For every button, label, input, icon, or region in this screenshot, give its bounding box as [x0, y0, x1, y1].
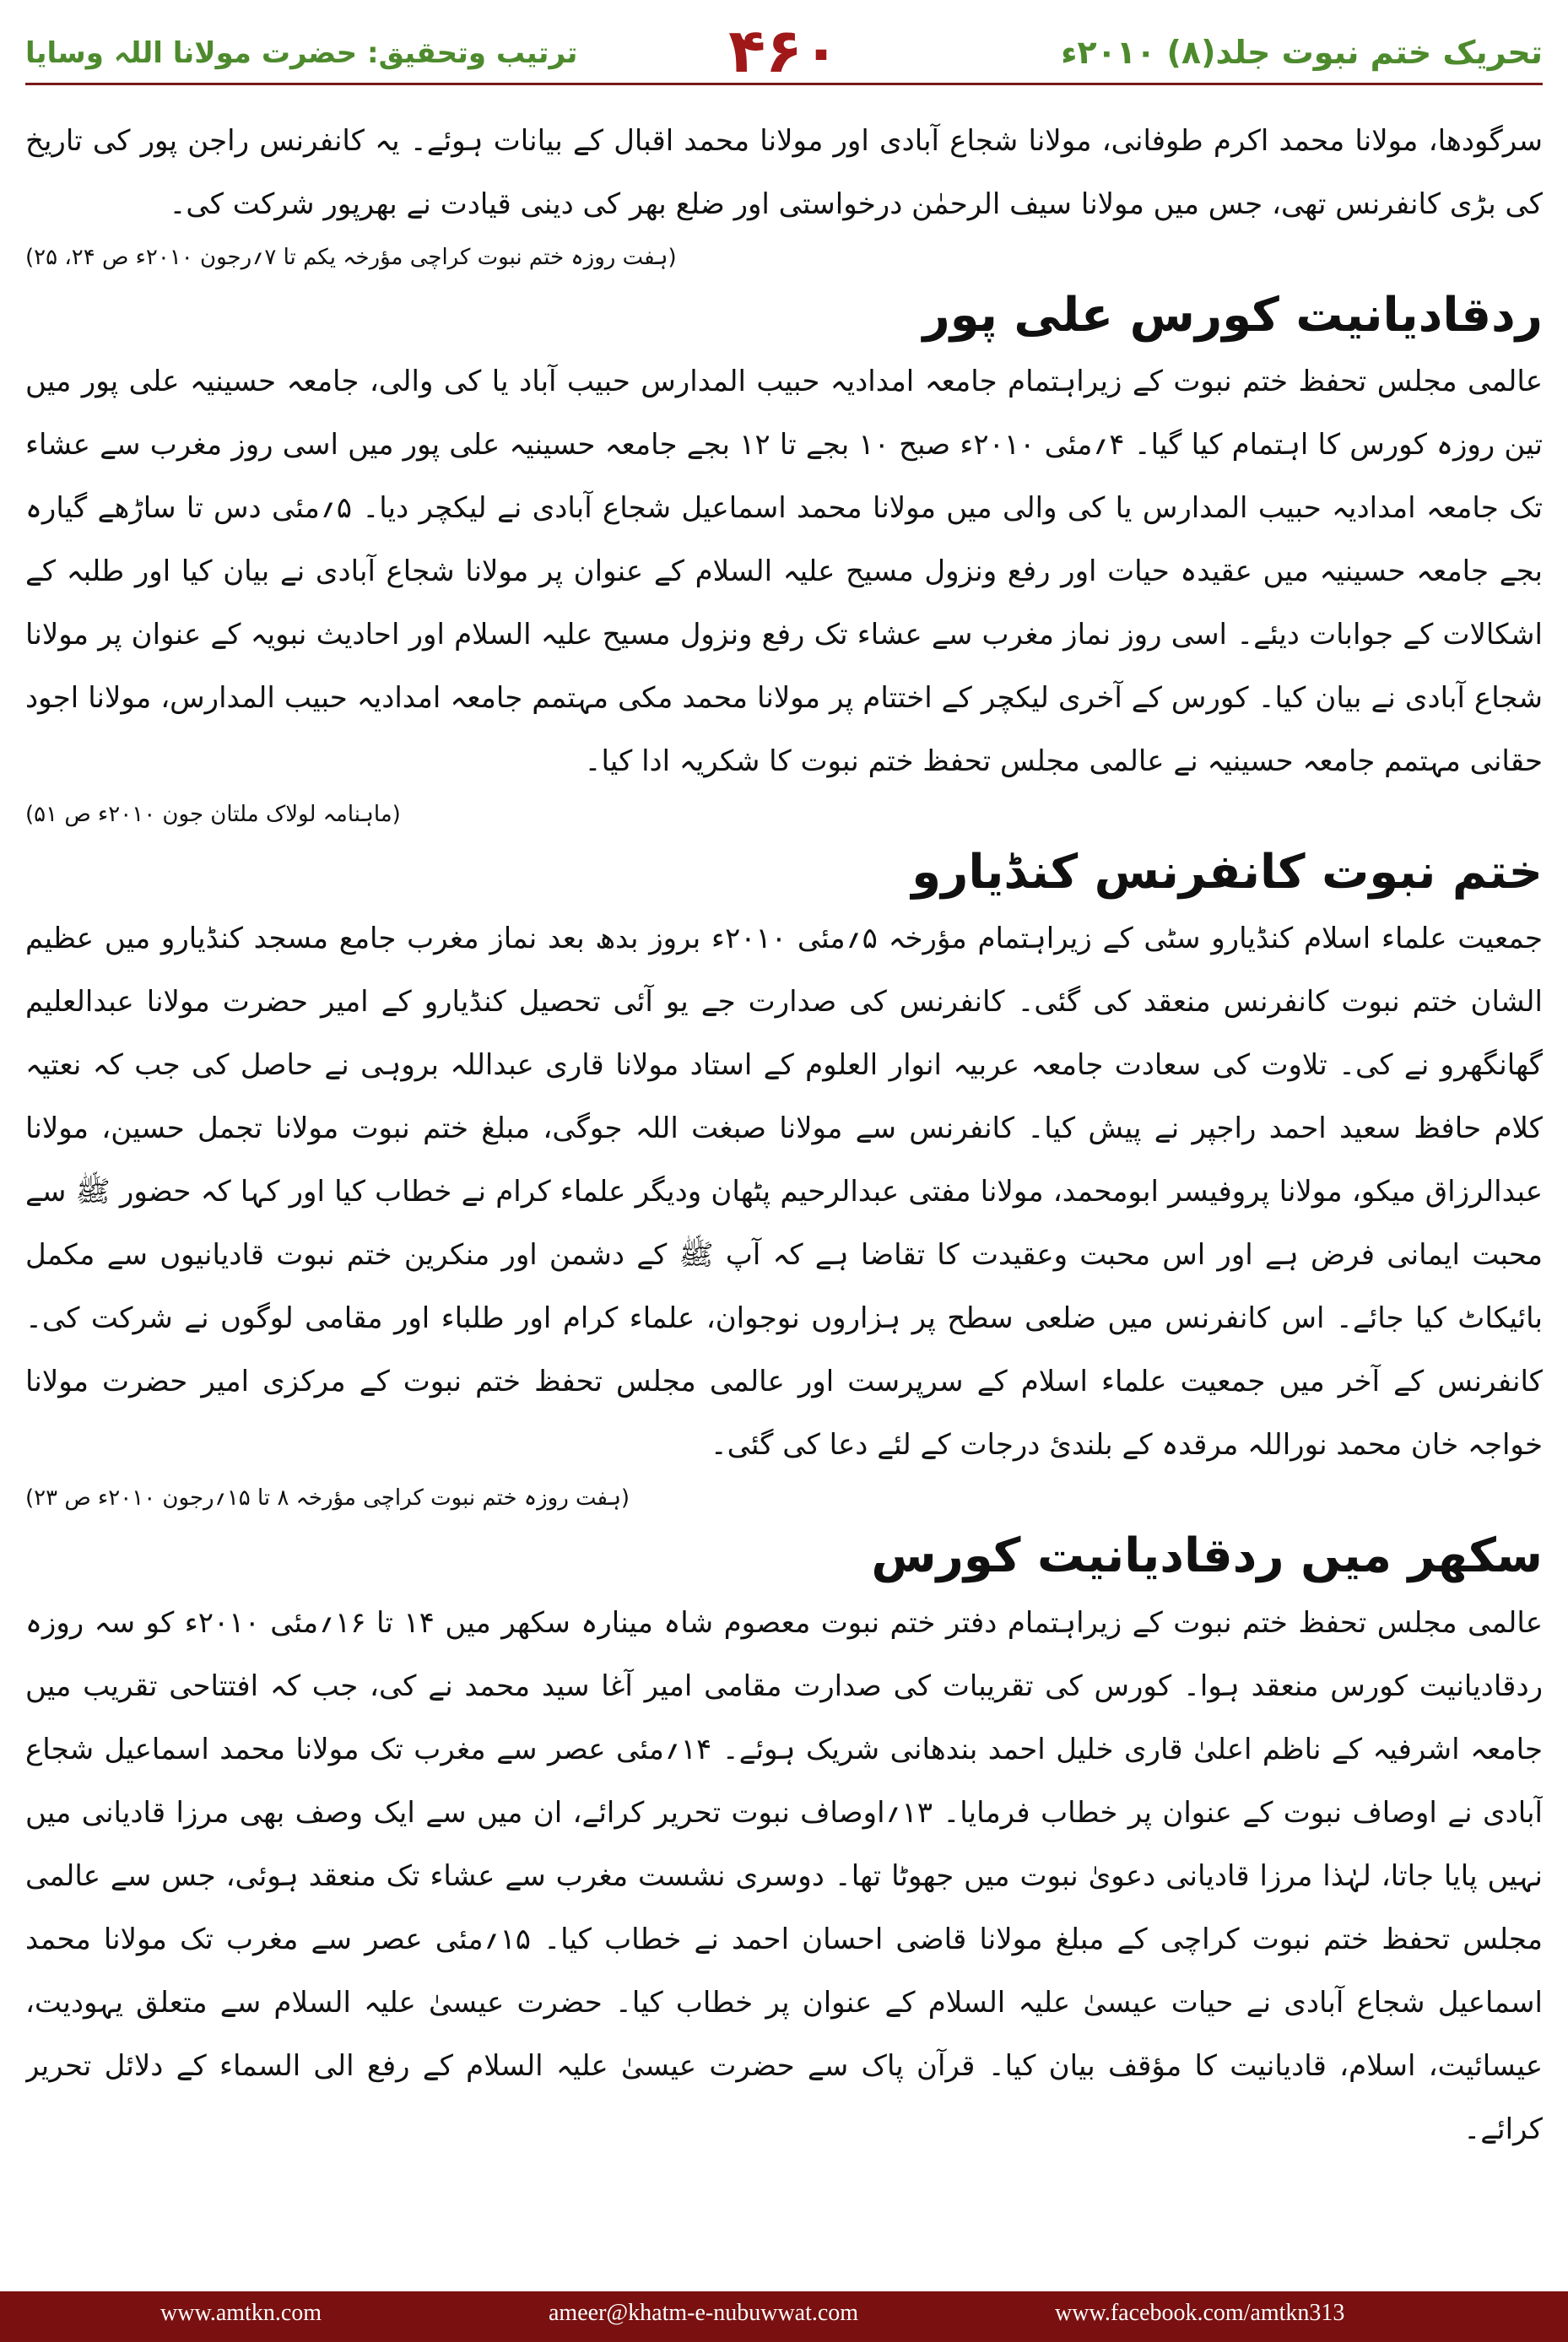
- header-divider: [25, 83, 1543, 85]
- compiler-credit: ترتیب وتحقیق: حضرت مولانا اللہ وسایا: [25, 36, 578, 70]
- article-body: [25, 110, 1543, 2253]
- book-title: تحریک ختم نبوت جلد(۸) ۲۰۱۰ء: [1061, 34, 1543, 71]
- section-heading: ختم نبوت کانفرنس کنڈیارو: [911, 845, 1543, 901]
- footer-facebook-link[interactable]: www.facebook.com/amtkn313: [1055, 2300, 1345, 2326]
- section-paragraph: عالمی مجلس تحفظ ختم نبوت کے زیراہتمام دفتر ختم نبوت معصوم شاہ مینارہ سکھر میں ۱۴ تا ۱۶؍مئی ۲۰۱۰ء کو سہ روزہ ردقادیانیت کورس منعقد ہوا۔ کورس کی تقریبات کی صدارت مقامی امیر آغا سید محمد نے کی، جب کہ افتتاحی تقریب میں جامعہ اشرفیہ کے ناظم اعلیٰ قاری خلیل احمد بندھانی شریک ہوئے۔ ۱۴؍مئی عصر سے مغرب تک مولانا محمد اسماعیل شجاع آبادی نے اوصاف نبوت کے عنوان پر خطاب فرمایا۔ ۱۳؍اوصاف نبوت تحریر کرائے، ان میں سے ایک وصف بھی مرزا قادیانی میں نہیں پایا جاتا، لہٰذا مرزا قادیانی دعویٰ نبوت میں جھوٹا تھا۔ دوسری نشست مغرب سے عشاء تک منعقد ہوئی، جس سے عالمی مجلس تحفظ ختم نبوت کراچی کے مبلغ مولانا قاضی احسان احمد نے خطاب کیا۔ ۱۵؍مئی عصر سے مغرب تک مولانا محمد اسماعیل شجاع آبادی نے حیات عیسیٰ علیہ السلام کے عنوان پر خطاب کیا۔ حضرت عیسیٰ علیہ السلام سے متعلق یہودیت، عیسائیت، اسلام، قادیانیت کا مؤقف بیان کیا۔ قرآن پاک سے حضرت عیسیٰ علیہ السلام کے رفع الی السماء کے دلائل تحریر کرائے۔: [25, 1605, 1543, 2146]
- section-heading: ردقادیانیت کورس علی پور: [922, 288, 1543, 343]
- section-citation: (ماہنامہ لولاک ملتان جون ۲۰۱۰ء ص ۵۱): [25, 802, 401, 828]
- intro-paragraph: سرگودھا، مولانا محمد اکرم طوفانی، مولانا شجاع آبادی اور مولانا محمد اقبال کے بیانات ہوئے۔ یہ کانفرنس راجن پور کی تاریخ کی بڑی کانفرنس تھی، جس میں مولانا سیف الرحمٰن درخواستی اور ضلع بھر کی دینی قیادت نے بھرپور شرکت کی۔: [25, 124, 1543, 221]
- section-alipur-course: [25, 287, 1543, 836]
- intro-section: [25, 110, 1543, 279]
- intro-citation: (ہفت روزہ ختم نبوت کراچی مؤرخہ یکم تا ۷؍رجون ۲۰۱۰ء ص ۲۴، ۲۵): [25, 245, 677, 270]
- section-sukkur-course: [25, 1528, 1543, 2161]
- page-number: ۴۶۰: [728, 15, 840, 86]
- section-citation: (ہفت روزہ ختم نبوت کراچی مؤرخہ ۸ تا ۱۵؍رجون ۲۰۱۰ء ص ۲۳): [25, 1485, 630, 1512]
- page-footer: [0, 2291, 1568, 2342]
- section-paragraph: جمعیت علماء اسلام کنڈیارو سٹی کے زیراہتمام مؤرخہ ۵؍مئی ۲۰۱۰ء بروز بدھ بعد نماز مغرب جامع مسجد کنڈیارو میں عظیم الشان ختم نبوت کانفرنس منعقد کی گئی۔ کانفرنس کی صدارت جے یو آئی تحصیل کنڈیارو کے امیر حضرت مولانا عبدالعلیم گھانگھرو نے کی۔ تلاوت کی سعادت جامعہ عربیہ انوار العلوم کے استاد مولانا قاری عبداللہ بروہی نے حاصل کی جب کہ نعتیہ کلام حافظ سعید احمد راجپر نے پیش کیا۔ کانفرنس سے مولانا صبغت اللہ جوگی، مبلغ ختم نبوت مولانا تجمل حسین، مولانا عبدالرزاق میکو، مولانا پروفیسر ابومحمد، مولانا مفتی عبدالرحیم پٹھان ودیگر علماء کرام نے خطاب کیا اور کہا کہ حضور ﷺ سے محبت ایمانی فرض ہے اور اس محبت وعقیدت کا تقاضا ہے کہ آپ ﷺ کے دشمن اور منکرین ختم نبوت قادیانیوں سے مکمل بائیکاٹ کیا جائے۔ اس کانفرنس میں ضلعی سطح پر ہزاروں نوجوان، علماء کرام اور طلباء اور مقامی لوگوں نے شرکت کی۔ کانفرنس کے آخر میں جمعیت علماء اسلام کے سرپرست اور عالمی مجلس تحفظ ختم نبوت کے مرکزی امیر حضرت مولانا خواجہ خان محمد نوراللہ مرقدہ کے بلندیٔ درجات کے لئے دعا کی گئی۔: [25, 922, 1543, 1463]
- footer-email-link[interactable]: ameer@khatm-e-nubuwwat.com: [549, 2300, 859, 2326]
- section-kandiaro-conference: [25, 844, 1543, 1519]
- footer-website-link[interactable]: www.amtkn.com: [160, 2300, 322, 2326]
- page-header: [25, 0, 1543, 89]
- section-heading: سکھر میں ردقادیانیت کورس: [871, 1528, 1543, 1584]
- section-paragraph: عالمی مجلس تحفظ ختم نبوت کے زیراہتمام جامعہ امدادیہ حبیب المدارس حبیب آباد یا کی والی، جامعہ حسینیہ علی پور میں تین روزہ کورس کا اہتمام کیا گیا۔ ۴؍مئی ۲۰۱۰ء صبح ۱۰ بجے تا ۱۲ بجے جامعہ حسینیہ علی پور میں اسی روز مغرب سے عشاء تک جامعہ امدادیہ حبیب المدارس یا کی والی میں مولانا محمد اسماعیل شجاع آبادی نے لیکچر دیا۔ ۵؍مئی دس تا ساڑھے گیارہ بجے جامعہ حسینیہ میں عقیدہ حیات اور رفع ونزول مسیح علیہ السلام کے عنوان پر مولانا شجاع آبادی نے بیان کیا اور طلبہ کے اشکالات کے جوابات دیئے۔ اسی روز نماز مغرب سے عشاء تک رفع ونزول مسیح علیہ السلام اور احادیث نبویہ کے عنوان پر مولانا شجاع آبادی نے بیان کیا۔ کورس کے آخری لیکچر کے اختتام پر مولانا محمد مکی مہتمم جامعہ امدادیہ حبیب المدارس، مولانا اجود حقانی مہتمم جامعہ حسینیہ نے عالمی مجلس تحفظ ختم نبوت کا شکریہ ادا کیا۔: [25, 365, 1543, 779]
